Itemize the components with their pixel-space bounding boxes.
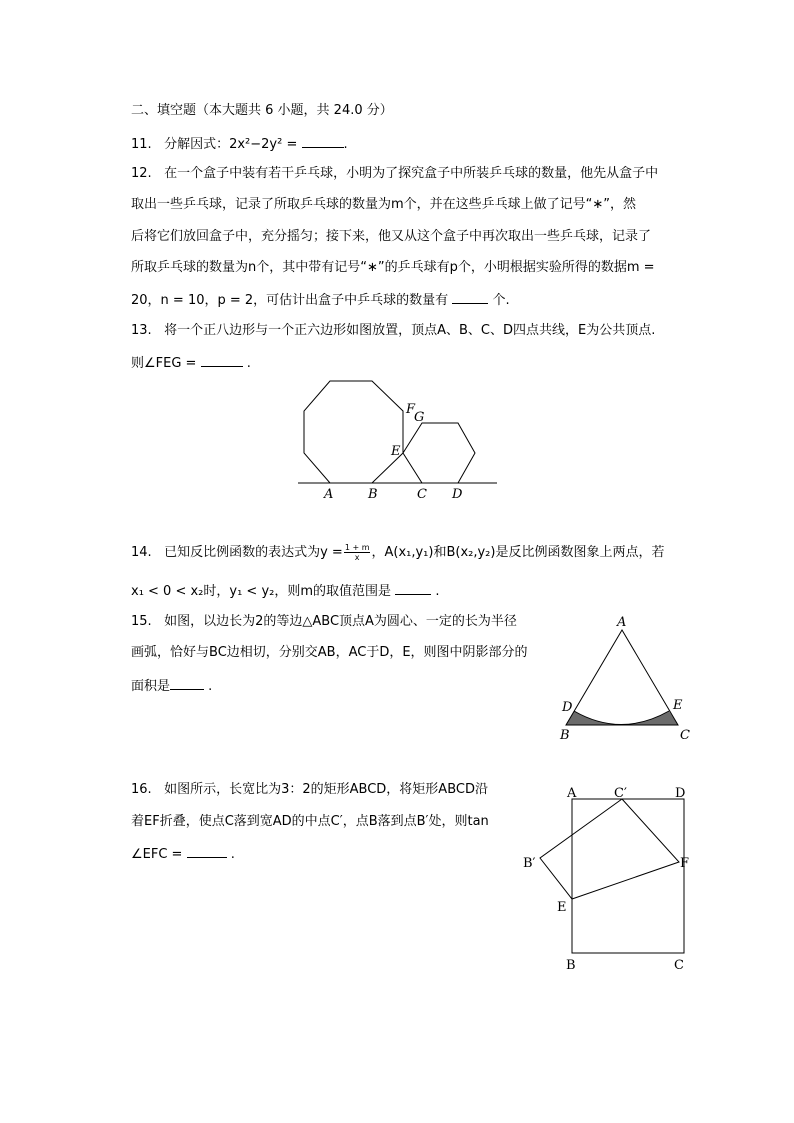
q15-triangle bbox=[566, 630, 678, 725]
q12-line-5: 20，n = 10，p = 2，可估计出盒子中乒乓球的数量有 bbox=[131, 293, 449, 308]
q16-label-c: C bbox=[674, 958, 684, 973]
q15-number: 15. bbox=[131, 614, 152, 629]
q15-label-c: C bbox=[680, 728, 690, 743]
q15-label-d: D bbox=[562, 700, 573, 715]
q16-line-3: ∠EFC = bbox=[131, 847, 183, 862]
q14-fraction bbox=[344, 543, 371, 562]
q15-end: . bbox=[208, 679, 213, 694]
q13-label-b: B bbox=[368, 487, 378, 502]
q13-hexagon bbox=[403, 423, 475, 483]
q14-fraction-numerator: 1 + m bbox=[344, 543, 370, 552]
q16-label-f: F bbox=[680, 856, 690, 871]
q14-end: . bbox=[435, 584, 440, 599]
q16-label-a: A bbox=[567, 786, 577, 801]
q11-end: . bbox=[343, 137, 348, 152]
q11-text: 分解因式：2x²−2y² = bbox=[164, 137, 298, 152]
q12-line-4: 所取乒乓球的数量为n个，其中带有记号“∗”的乒乓球有p个，小明根据实验所得的数据m = bbox=[131, 260, 655, 275]
q16-number: 16. bbox=[131, 782, 152, 797]
q16-label-e: E bbox=[557, 900, 567, 915]
section-heading: 二、填空题（本大题共 6 小题，共 24.0 分） bbox=[131, 103, 393, 118]
q13-label-d: D bbox=[452, 487, 463, 502]
q16-end: . bbox=[230, 847, 235, 862]
q11-number: 11. bbox=[131, 137, 152, 152]
q15-answer-blank[interactable] bbox=[170, 675, 204, 690]
q16-line-2: 着EF折叠，使点C落到宽AD的中点C′，点B落到点B′处，则tan bbox=[131, 814, 489, 829]
q14-number: 14. bbox=[131, 545, 152, 560]
q16-label-b: B bbox=[566, 958, 576, 973]
q14-line-2: x₁ < 0 < x₂时，y₁ < y₂，则m的取值范围是 bbox=[131, 584, 392, 599]
q14-middle: ，A(x₁,y₁)和B(x₂,y₂)是反比例函数图象上两点，若 bbox=[371, 545, 665, 560]
q14-fraction-denominator: x bbox=[354, 553, 360, 562]
q15-figure bbox=[559, 615, 690, 743]
q13-label-c: C bbox=[417, 487, 427, 502]
q13-line-1: 将一个正八边形与一个正六边形如图放置，顶点A、B、C、D四点共线，E为公共顶点. bbox=[164, 323, 656, 338]
q13-label-g: G bbox=[414, 410, 425, 425]
q13-number: 13. bbox=[131, 323, 152, 338]
q15-line-1: 如图，以边长为2的等边△ABC顶点A为圆心、一定的长为半径 bbox=[164, 614, 517, 629]
q15-shaded-right bbox=[621, 711, 678, 725]
q12-number: 12. bbox=[131, 166, 152, 181]
q13-line-2: 则∠FEG = bbox=[131, 356, 197, 371]
q13-label-e: E bbox=[391, 444, 401, 459]
q12-end: 个. bbox=[492, 293, 510, 308]
q12-line-1: 在一个盒子中装有若干乒乓球，小明为了探究盒子中所装乒乓球的数量，他先从盒子中 bbox=[164, 166, 659, 181]
q16-answer-blank[interactable] bbox=[187, 843, 227, 858]
q15-shaded-left bbox=[566, 711, 621, 725]
q15-line-2: 画弧，恰好与BC边相切，分别交AB，AC于D，E，则图中阴影部分的 bbox=[131, 645, 528, 660]
q16-line-1: 如图所示，长宽比为3：2的矩形ABCD，将矩形ABCD沿 bbox=[164, 782, 488, 797]
q15-label-b: B bbox=[560, 728, 570, 743]
q12-line-2: 取出一些乒乓球，记录了所取乒乓球的数量为m个，并在这些乒乓球上做了记号“∗”，然 bbox=[131, 197, 637, 212]
q15-label-e: E bbox=[673, 698, 683, 713]
q13-label-a: A bbox=[324, 487, 334, 502]
q13-octagon bbox=[304, 381, 403, 483]
q16-figure bbox=[523, 786, 689, 973]
q15-label-a: A bbox=[617, 615, 627, 630]
q13-end: . bbox=[246, 356, 251, 371]
q13-label-f: F bbox=[406, 402, 416, 417]
q16-folded-part bbox=[540, 799, 679, 899]
q16-rectangle bbox=[572, 799, 684, 953]
q16-label-d: D bbox=[675, 786, 686, 801]
q14-answer-blank[interactable] bbox=[395, 580, 431, 595]
q16-label-c-prime: C′ bbox=[614, 786, 627, 801]
q15-line-3: 面积是 bbox=[131, 679, 171, 694]
q14-prefix: 已知反比例函数的表达式为y = bbox=[164, 545, 343, 560]
q12-line-3: 后将它们放回盒子中，充分摇匀；接下来，他又从这个盒子中再次取出一些乒乓球，记录了 bbox=[131, 229, 652, 244]
q16-label-b-prime: B′ bbox=[523, 856, 536, 871]
